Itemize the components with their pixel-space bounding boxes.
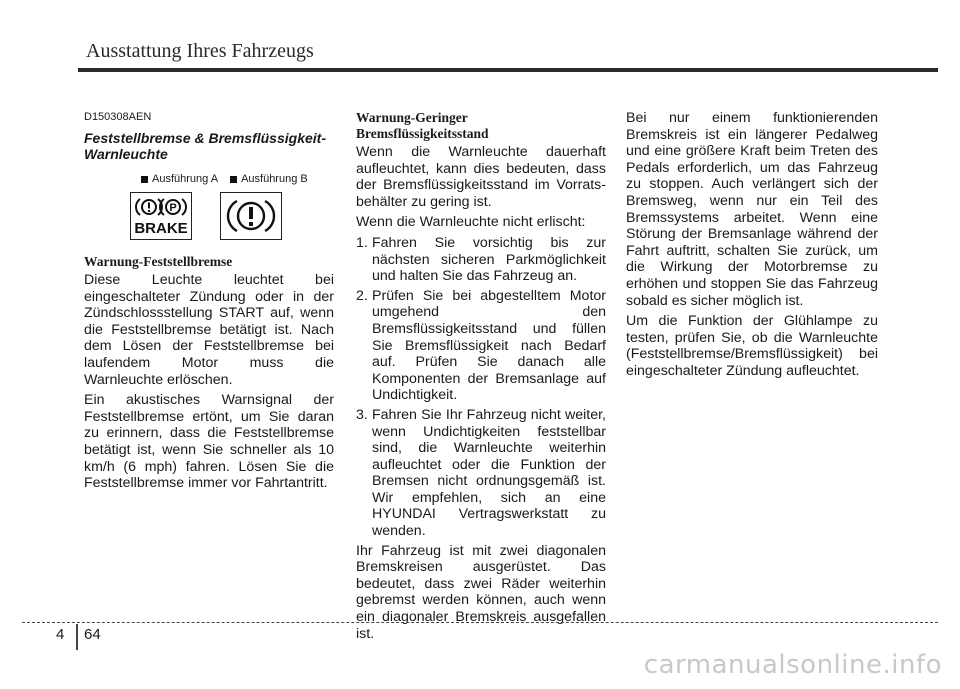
variant-a-label: Ausführung A	[141, 172, 218, 186]
section-code: D150308AEN	[84, 111, 152, 123]
paragraph: Ihr Fahrzeug ist mit zwei diagonalen Bremskreisen ausgerüstet. Das bedeutet, dass zwei Räder weiterhin gebremst werden können, auch wenn ein diagonaler Bremskreis ausgefallen ist.	[356, 542, 606, 642]
header-rule	[78, 68, 938, 72]
warning-icons	[130, 192, 334, 240]
list-item: 3. Fahren Sie Ihr Fahrzeug nicht weiter, wenn Undichtigkeiten feststellbar sind, die Warnleuchte weiterhin aufleuchtet oder die Funktion der Bremsen nicht ordnungsgemäß ist. Wir empfehlen, sich an eine HYUNDAI Vertragswerkstatt zu wenden.	[356, 406, 606, 540]
page-header-title: Ausstattung Ihres Fahrzeugs	[86, 40, 314, 62]
variant-legend	[141, 172, 334, 186]
steps-list	[356, 235, 606, 540]
column-2	[356, 110, 606, 646]
subhead-parking-brake: Warnung-Feststellbremse	[84, 254, 233, 269]
watermark-text: carmanualsonline.info	[643, 650, 942, 680]
paragraph: Wenn die Warnleuchte dauerhaft aufleuchtet, kann dies bedeuten, dass der Bremsflüssigkeitsstand im Vorrats-behälter zu gering ist.	[356, 144, 606, 210]
brake-icon-text: BRAKE	[134, 220, 188, 237]
brake-warning-icon	[130, 192, 192, 240]
paragraph: Um die Funktion der Glühlampe zu testen, prüfen Sie, ob die Warnleuchte (Feststellbremse/Bremsflüssigkeit) bei eingeschalteter Zündung aufleuchtet.	[626, 313, 878, 379]
paragraph: Ein akustisches Warnsignal der Feststellbremse ertönt, um Sie daran zu erinnern, dass die Feststellbremse betätigt ist, wenn Sie schneller als 10 km/h (6 mph) fahren. Lösen Sie die Feststellbremse immer vor Fahrtantritt.	[84, 392, 334, 492]
section-title: Feststellbremse & Bremsflüssigkeit-Warnleuchte	[84, 130, 326, 162]
chapter-number: 4	[56, 626, 65, 643]
page-divider	[76, 624, 78, 650]
list-item: 2. Prüfen Sie bei abgestelltem Motor umgehend den Bremsflüssigkeitsstand und füllen Sie Bremsflüssigkeit nach Bedarf auf. Prüfen Sie danach alle Komponenten der Bremsanlage auf Undichtigkeit.	[356, 287, 606, 404]
column-1	[84, 110, 334, 496]
column-3	[626, 110, 878, 384]
list-item: 1. Fahren Sie vorsichtig bis zur nächsten sicheren Parkmöglichkeit und halten Sie das Fahrzeug an.	[356, 234, 606, 285]
subhead-brake-fluid: Warnung-Geringer Bremsflüssigkeitsstand	[356, 110, 489, 141]
paragraph: Bei nur einem funktionierenden Bremskreis ist ein längerer Pedalweg und eine größere Kraft beim Treten des Pedals erforderlich, um das Fahrzeug zu stoppen. Auch verlängert sich der Bremsweg, wenn nur ein Teil des Bremssystems arbeitet. Wenn eine Störung der Bremsanlage während der Fahrt auftritt, schalten Sie zurück, um die Wirkung der Motorbremse zu erhöhen und stoppen Sie das Fahrzeug sobald es sicher möglich ist.	[626, 110, 878, 309]
square-bullet-icon	[230, 176, 237, 183]
page-number: 64	[84, 626, 101, 643]
paragraph: Wenn die Warnleuchte nicht erlischt:	[356, 214, 586, 231]
exclamation-warning-icon	[220, 192, 282, 240]
square-bullet-icon	[141, 176, 148, 183]
footer-rule	[22, 622, 938, 623]
variant-b-label: Ausführung B	[230, 172, 308, 186]
paragraph: Diese Leuchte leuchtet bei eingeschalteter Zündung oder in der Zündschlossstellung START auf, wenn die Feststellbremse betätigt ist. Nach dem Lösen der Feststellbremse bei laufendem Motor muss die Warnleuchte erlöschen.	[84, 272, 334, 388]
svg-text:P: P	[169, 202, 177, 214]
